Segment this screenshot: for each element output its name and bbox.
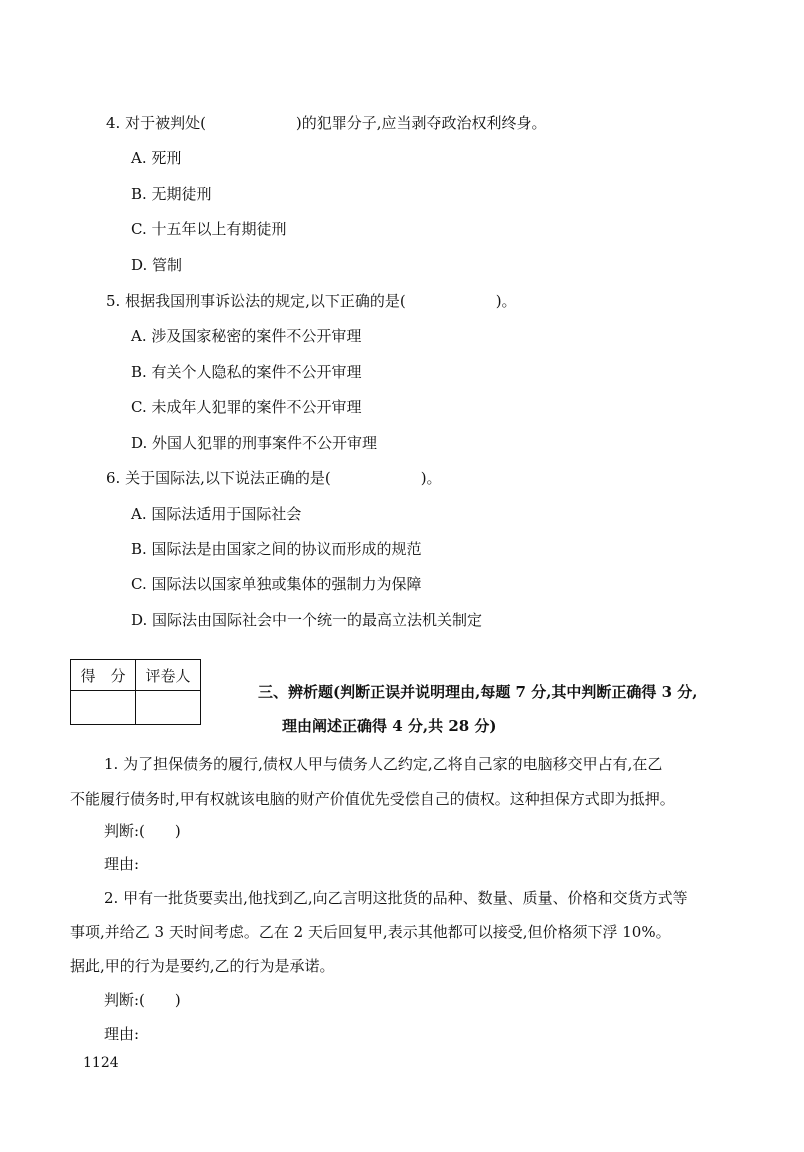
score-cell[interactable]: [71, 691, 136, 725]
question-4-option-c: C. 十五年以上有期徒刑: [131, 220, 287, 238]
question-5-option-d: D. 外国人犯罪的刑事案件不公开审理: [131, 434, 378, 452]
question-6-option-b: B. 国际法是由国家之间的协议而形成的规范: [131, 540, 422, 558]
item-2-reason: 理由:: [104, 1025, 140, 1043]
item-1-judge: 判断:( ): [104, 822, 181, 840]
question-5-option-a: A. 涉及国家秘密的案件不公开审理: [131, 327, 362, 345]
section-3-title-line-1: 三、辨析题(判断正误并说明理由,每题 7 分,其中判断正确得 3 分,: [258, 683, 698, 701]
question-4-option-d: D. 管制: [131, 256, 183, 274]
question-6-option-d: D. 国际法由国际社会中一个统一的最高立法机关制定: [131, 611, 483, 629]
item-2-judge: 判断:( ): [104, 991, 181, 1009]
section-3-title-line-2: 理由阐述正确得 4 分,共 28 分): [282, 717, 497, 735]
question-4-option-a: A. 死刑: [131, 149, 182, 167]
item-2-line-3: 据此,甲的行为是要约,乙的行为是承诺。: [70, 957, 335, 975]
grader-cell[interactable]: [136, 691, 201, 725]
question-5-option-b: B. 有关个人隐私的案件不公开审理: [131, 363, 362, 381]
item-1-line-2: 不能履行债务时,甲有权就该电脑的财产价值优先受偿自己的债权。这种担保方式即为抵押。: [70, 790, 675, 808]
question-4-option-b: B. 无期徒刑: [131, 185, 212, 203]
question-5-option-c: C. 未成年人犯罪的案件不公开审理: [131, 398, 362, 416]
score-box: [70, 659, 201, 725]
question-5-stem: 5. 根据我国刑事诉讼法的规定,以下正确的是( )。: [106, 292, 517, 310]
item-1-reason: 理由:: [104, 855, 140, 873]
page-number: 1124: [83, 1055, 119, 1071]
item-2-line-1: 2. 甲有一批货要卖出,他找到乙,向乙言明这批货的品种、数量、质量、价格和交货方式等: [104, 889, 688, 907]
score-header: 得 分: [71, 660, 136, 691]
question-4-stem: 4. 对于被判处( )的犯罪分子,应当剥夺政治权利终身。: [106, 114, 547, 132]
item-2-line-2: 事项,并给乙 3 天时间考虑。乙在 2 天后回复甲,表示其他都可以接受,但价格须下浮 10%。: [70, 923, 671, 941]
grader-header: 评卷人: [136, 660, 201, 691]
question-6-option-a: A. 国际法适用于国际社会: [131, 505, 302, 523]
question-6-option-c: C. 国际法以国家单独或集体的强制力为保障: [131, 575, 422, 593]
question-6-stem: 6. 关于国际法,以下说法正确的是( )。: [106, 469, 442, 487]
item-1-line-1: 1. 为了担保债务的履行,债权人甲与债务人乙约定,乙将自己家的电脑移交甲占有,在乙: [104, 755, 663, 773]
